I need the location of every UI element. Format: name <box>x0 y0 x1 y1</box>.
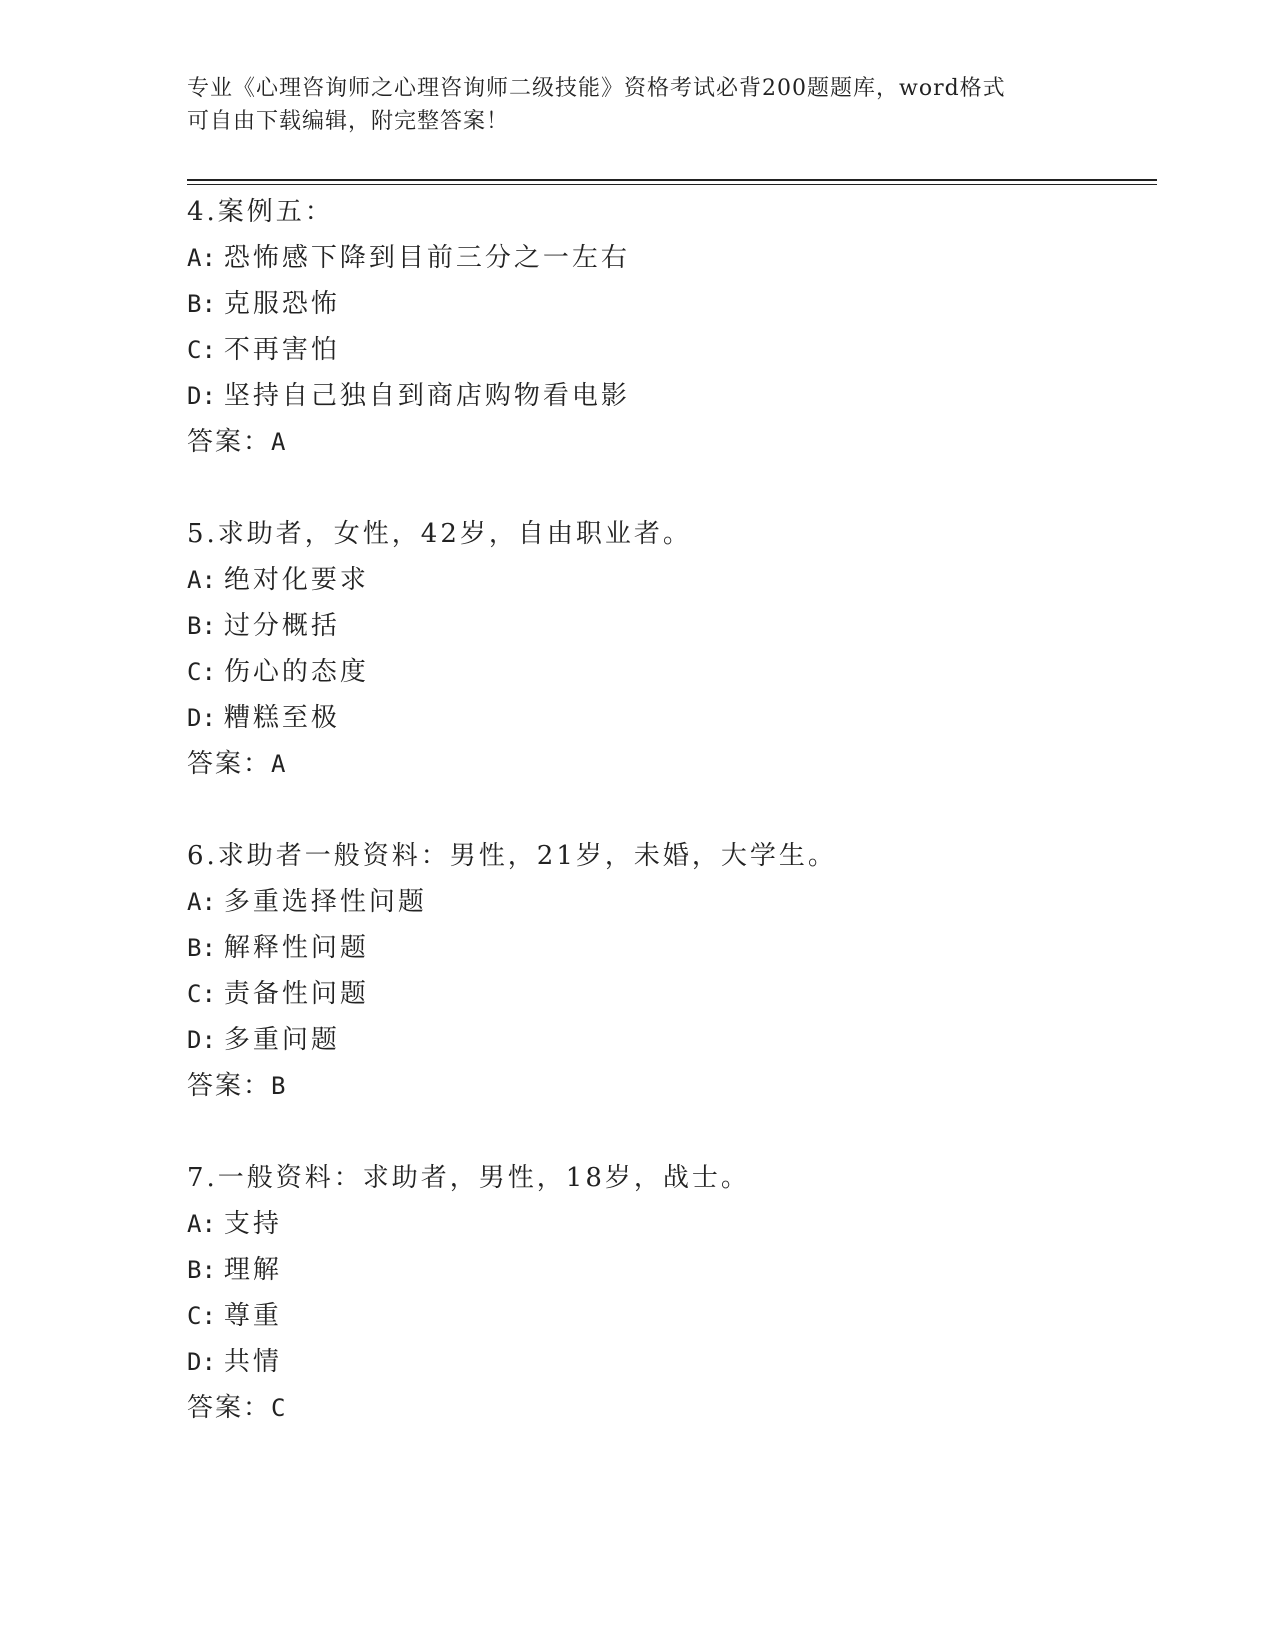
question-5 <box>187 511 1157 833</box>
answer-line <box>187 419 1157 465</box>
answer-label: 答案： <box>187 1393 272 1423</box>
answer-value: A <box>271 750 286 778</box>
option-b <box>187 925 1157 971</box>
option-d <box>187 373 1157 419</box>
question-stem: 7.一般资料：求助者，男性，18岁，战士。 <box>187 1163 750 1193</box>
header-divider-thin <box>187 184 1157 185</box>
option-letter: D: <box>187 704 216 732</box>
option-letter: B: <box>187 934 216 962</box>
question-stem: 4.案例五： <box>187 197 334 227</box>
option-text: 共情 <box>223 1347 282 1377</box>
option-d <box>187 1017 1157 1063</box>
option-letter: C: <box>187 658 216 686</box>
option-letter: D: <box>187 382 216 410</box>
answer-line <box>187 1063 1157 1109</box>
option-a <box>187 557 1157 603</box>
answer-value: A <box>271 428 286 456</box>
option-c <box>187 1293 1157 1339</box>
answer-value: C <box>271 1394 286 1422</box>
question-spacer <box>187 1109 1157 1155</box>
option-d <box>187 695 1157 741</box>
option-b <box>187 281 1157 327</box>
option-text: 解释性问题 <box>223 933 369 963</box>
option-text: 不再害怕 <box>223 335 340 365</box>
option-letter: B: <box>187 1256 216 1284</box>
option-letter: C: <box>187 1302 216 1330</box>
header-title-line-2: 可自由下载编辑，附完整答案！ <box>187 109 510 134</box>
question-spacer <box>187 787 1157 833</box>
question-stem: 5.求助者，女性，42岁，自由职业者。 <box>187 519 692 549</box>
answer-label: 答案： <box>187 749 272 779</box>
option-letter: A: <box>187 888 216 916</box>
option-text: 尊重 <box>223 1301 282 1331</box>
option-text: 责备性问题 <box>223 979 369 1009</box>
option-text: 克服恐怖 <box>223 289 340 319</box>
option-letter: A: <box>187 566 216 594</box>
question-4 <box>187 189 1157 511</box>
option-text: 过分概括 <box>223 611 340 641</box>
option-text: 支持 <box>223 1209 282 1239</box>
option-letter: B: <box>187 612 216 640</box>
option-text: 多重选择性问题 <box>223 887 427 917</box>
answer-value: B <box>271 1072 286 1100</box>
option-c <box>187 327 1157 373</box>
option-letter: A: <box>187 244 216 272</box>
option-a <box>187 879 1157 925</box>
question-6 <box>187 833 1157 1155</box>
option-text: 糟糕至极 <box>223 703 340 733</box>
option-text: 理解 <box>223 1255 282 1285</box>
question-7 <box>187 1155 1157 1431</box>
option-letter: D: <box>187 1348 216 1376</box>
option-b <box>187 603 1157 649</box>
option-letter: D: <box>187 1026 216 1054</box>
answer-line <box>187 1385 1157 1431</box>
option-text: 绝对化要求 <box>223 565 369 595</box>
option-text: 伤心的态度 <box>223 657 369 687</box>
question-list <box>187 189 1157 1431</box>
header-title-line-1: 专业《心理咨询师之心理咨询师二级技能》资格考试必背200题题库，word格式 <box>187 76 1006 101</box>
option-a <box>187 1201 1157 1247</box>
question-stem: 6.求助者一般资料：男性，21岁，未婚，大学生。 <box>187 841 837 871</box>
answer-label: 答案： <box>187 1071 272 1101</box>
option-letter: A: <box>187 1210 216 1238</box>
question-spacer <box>187 465 1157 511</box>
option-letter: B: <box>187 290 216 318</box>
option-d <box>187 1339 1157 1385</box>
option-c <box>187 649 1157 695</box>
header-divider-thick <box>187 179 1157 181</box>
option-text: 坚持自己独自到商店购物看电影 <box>223 381 630 411</box>
option-b <box>187 1247 1157 1293</box>
answer-label: 答案： <box>187 427 272 457</box>
option-a <box>187 235 1157 281</box>
document-header <box>187 72 1067 138</box>
option-letter: C: <box>187 336 216 364</box>
answer-line <box>187 741 1157 787</box>
option-letter: C: <box>187 980 216 1008</box>
option-text: 多重问题 <box>223 1025 340 1055</box>
option-text: 恐怖感下降到目前三分之一左右 <box>223 243 630 273</box>
option-c <box>187 971 1157 1017</box>
